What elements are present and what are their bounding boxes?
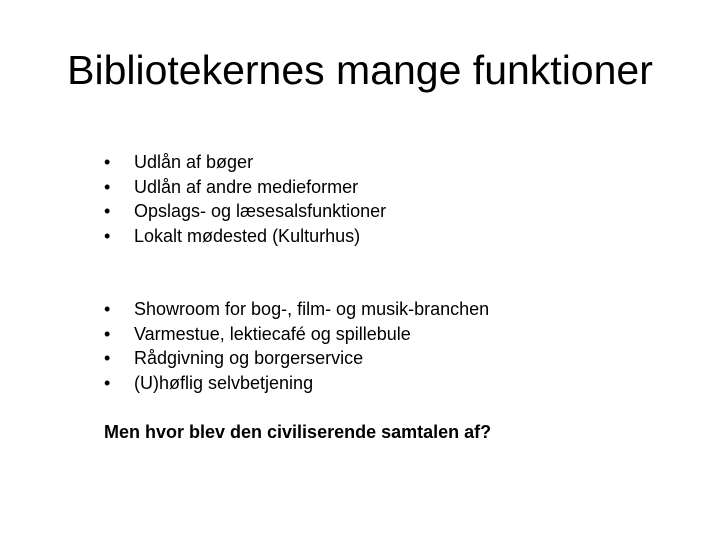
closing-question: Men hvor blev den civiliserende samtalen af? <box>104 422 492 442</box>
list-item-text: Udlån af andre medieformer <box>134 176 359 197</box>
bullet-icon: • <box>104 152 111 172</box>
list-item-text: Opslags- og læsesalsfunktioner <box>134 201 387 221</box>
list-item <box>104 150 386 175</box>
bullet-icon: • <box>104 348 111 368</box>
list-item <box>104 175 386 200</box>
slide-title: Bibliotekernes mange funktioner <box>67 47 653 93</box>
bullet-icon: • <box>104 225 111 246</box>
list-item-text: Rådgivning og borgerservice <box>134 348 364 368</box>
list-item <box>104 346 489 371</box>
bullet-icon: • <box>104 201 111 221</box>
functions-list-secondary <box>104 297 489 395</box>
list-item <box>104 322 489 347</box>
list-item-text: (U)høflig selvbetjening <box>134 372 314 393</box>
list-item <box>104 224 386 249</box>
bullet-icon: • <box>104 323 111 344</box>
list-item-text: Varmestue, lektiecafé og spillebule <box>134 323 411 344</box>
list-item <box>104 199 386 224</box>
list-item <box>104 371 489 396</box>
list-item <box>104 297 489 322</box>
list-item-text: Showroom for bog-, film- og musik-branchen <box>134 299 490 319</box>
list-item-text: Udlån af bøger <box>134 152 254 172</box>
list-item-text: Lokalt mødested (Kulturhus) <box>134 225 361 246</box>
functions-list-primary <box>104 150 386 248</box>
bullet-icon: • <box>104 176 111 197</box>
bullet-icon: • <box>104 299 111 319</box>
bullet-icon: • <box>104 372 111 393</box>
